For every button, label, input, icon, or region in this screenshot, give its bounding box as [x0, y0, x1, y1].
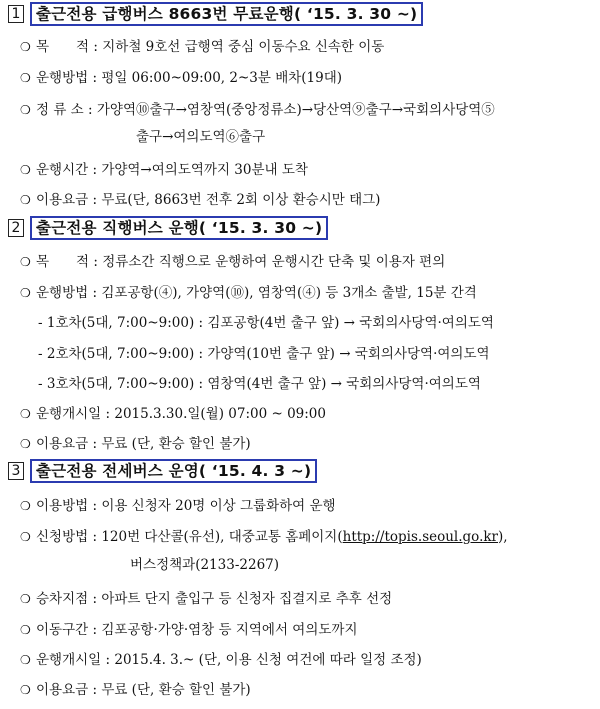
list-item: ❍ 운행개시일 : 2015.4. 3.~ (단, 이용 신청 여건에 따라 일정 조정) — [20, 652, 422, 668]
bullet-icon: ❍ — [20, 407, 31, 421]
item-value: 이용 신청자 20명 이상 그룹화하여 운행 — [101, 498, 336, 514]
list-item: ❍ 운행시간 : 가양역→여의도역까지 30분내 도착 — [20, 162, 308, 178]
list-item: ❍ 운행방법 : 김포공항(④), 가양역(⑩), 염창역(④) 등 3개소 출발, 15분 간격 — [20, 285, 477, 301]
item-value: 정류소간 직행으로 운행하여 운행시간 단축 및 이용자 편의 — [102, 254, 446, 270]
list-item: ❍ 이용요금 : 무료(단, 8663번 전후 2회 이상 환승시만 태그) — [20, 192, 381, 208]
section-number: 1 — [8, 5, 24, 23]
item-label: 운행방법 — [36, 285, 89, 301]
list-item: ❍ 이용방법 : 이용 신청자 20명 이상 그룹화하여 운행 — [20, 498, 336, 514]
section-title: 출근전용 급행버스 8663번 무료운행( ‘15. 3. 30 ~) — [30, 2, 423, 26]
list-item: ❍ 이용요금 : 무료 (단, 환승 할인 불가) — [20, 682, 251, 698]
bullet-icon: ❍ — [20, 499, 31, 513]
section-number: 2 — [8, 219, 24, 237]
item-value: 가양역→여의도역까지 30분내 도착 — [101, 162, 308, 178]
bullet-icon: ❍ — [20, 437, 31, 451]
sub-item: - 2호차(5대, 7:00~9:00) : 가양역(10번 출구 앞) → 국회의사당역·여의도역 — [38, 346, 490, 362]
item-value: 아파트 단지 출입구 등 신청자 집결지로 추후 선정 — [101, 591, 393, 607]
bullet-icon: ❍ — [20, 653, 31, 667]
sub-item: - 3호차(5대, 7:00~9:00) : 염창역(4번 출구 앞) → 국회의사당역·여의도역 — [38, 376, 481, 392]
item-label: 정 류 소 — [36, 102, 84, 118]
list-item: ❍ 이용요금 : 무료 (단, 환승 할인 불가) — [20, 436, 251, 452]
bullet-icon: ❍ — [20, 683, 31, 697]
sub-item: - 1호차(5대, 7:00~9:00) : 김포공항(4번 출구 앞) → 국회의사당역·여의도역 — [38, 315, 494, 331]
section-3-header — [8, 459, 317, 483]
item-label: 운행개시일 — [36, 652, 102, 668]
item-continuation: 버스정책과(2133-2267) — [130, 557, 280, 573]
item-value: 무료 (단, 환승 할인 불가) — [101, 436, 251, 452]
bullet-icon: ❍ — [20, 286, 31, 300]
section-number: 3 — [8, 462, 24, 480]
item-value: 김포공항·가양·염창 등 지역에서 여의도까지 — [101, 622, 358, 638]
item-value: 김포공항(④), 가양역(⑩), 염창역(④) 등 3개소 출발, 15분 간격 — [101, 285, 477, 301]
item-label: 이용방법 — [36, 498, 89, 514]
item-continuation: 출구→여의도역⑥출구 — [136, 129, 266, 145]
bullet-icon: ❍ — [20, 163, 31, 177]
list-item: ❍ 운행방법 : 평일 06:00~09:00, 2~3분 배차(19대) — [20, 70, 343, 86]
item-label: 목 적 — [36, 39, 90, 55]
item-label: 운행시간 — [36, 162, 89, 178]
item-value: 2015.3.30.일(월) 07:00 ~ 09:00 — [114, 406, 326, 422]
item-label: 이용요금 — [36, 192, 89, 208]
item-value: 평일 06:00~09:00, 2~3분 배차(19대) — [101, 70, 343, 86]
section-1-header — [8, 2, 423, 26]
item-label: 운행방법 — [36, 70, 89, 86]
bullet-icon: ❍ — [20, 71, 31, 85]
item-value: 가양역⑩출구→염창역(중앙정류소)→당산역⑨출구→국회의사당역⑤ — [96, 102, 495, 118]
section-title: 출근전용 직행버스 운행( ‘15. 3. 30 ~) — [30, 216, 328, 240]
list-item: ❍ 승차지점 : 아파트 단지 출입구 등 신청자 집결지로 추후 선정 — [20, 591, 393, 607]
section-title: 출근전용 전세버스 운영( ‘15. 4. 3 ~) — [30, 459, 317, 483]
list-item: ❍ 정 류 소 : 가양역⑩출구→염창역(중앙정류소)→당산역⑨출구→국회의사당역⑤ — [20, 102, 495, 118]
item-value: 120번 다산콜(유선), 대중교통 홈페이지( — [101, 529, 343, 545]
list-item: ❍ 신청방법 : 120번 다산콜(유선), 대중교통 홈페이지(http://topis.seoul.go.kr), — [20, 529, 508, 545]
bullet-icon: ❍ — [20, 530, 31, 544]
bullet-icon: ❍ — [20, 592, 31, 606]
topis-link[interactable]: http://topis.seoul.go.kr — [342, 529, 498, 545]
item-label: 이동구간 — [36, 622, 89, 638]
list-item: ❍ 운행개시일 : 2015.3.30.일(월) 07:00 ~ 09:00 — [20, 406, 326, 422]
item-label: 운행개시일 — [36, 406, 102, 422]
bullet-icon: ❍ — [20, 255, 31, 269]
bullet-icon: ❍ — [20, 193, 31, 207]
list-item: ❍ 목 적 : 정류소간 직행으로 운행하여 운행시간 단축 및 이용자 편의 — [20, 254, 446, 270]
bullet-icon: ❍ — [20, 40, 31, 54]
item-value: 지하철 9호선 급행역 중심 이동수요 신속한 이동 — [102, 39, 385, 55]
bullet-icon: ❍ — [20, 623, 31, 637]
item-label: 이용요금 — [36, 436, 89, 452]
item-label: 목 적 — [36, 254, 90, 270]
section-2-header — [8, 216, 328, 240]
bullet-icon: ❍ — [20, 103, 31, 117]
item-label: 승차지점 — [36, 591, 89, 607]
item-value: 무료 (단, 환승 할인 불가) — [101, 682, 251, 698]
item-label: 신청방법 — [36, 529, 89, 545]
item-value: 무료(단, 8663번 전후 2회 이상 환승시만 태그) — [101, 192, 381, 208]
list-item: ❍ 이동구간 : 김포공항·가양·염창 등 지역에서 여의도까지 — [20, 622, 358, 638]
item-label: 이용요금 — [36, 682, 89, 698]
item-value: 2015.4. 3.~ (단, 이용 신청 여건에 따라 일정 조정) — [114, 652, 422, 668]
list-item: ❍ 목 적 : 지하철 9호선 급행역 중심 이동수요 신속한 이동 — [20, 39, 385, 55]
